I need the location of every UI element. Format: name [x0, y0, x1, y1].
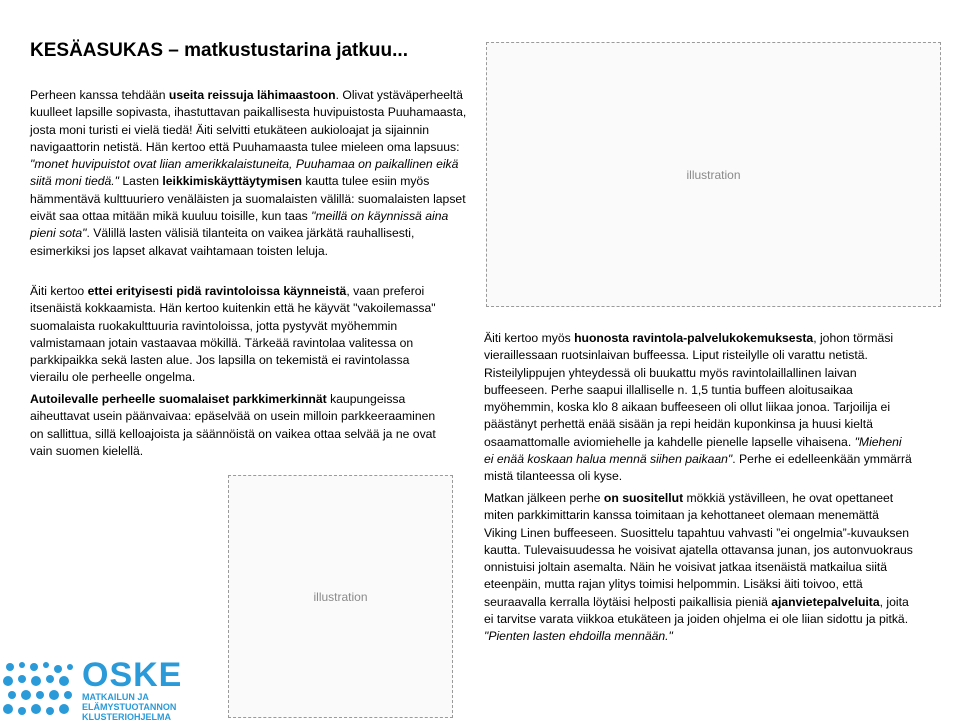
- text: Äiti kertoo: [30, 284, 88, 298]
- text: . Perhe ei edelleenkään ymmärrä mistä tilanteessa oli kyse.: [484, 452, 912, 484]
- logo-text: [82, 658, 182, 722]
- restaurant-illustration: [228, 475, 453, 718]
- logo-line: ELÄMYSTUOTANNON: [82, 702, 177, 712]
- bold-text: leikkimiskäyttäytymisen: [162, 174, 302, 189]
- paragraph-parkkimerkinnat: [30, 391, 450, 460]
- bold-text: on suositellut: [603, 491, 684, 505]
- text: Perheen kanssa tehdään: [30, 88, 169, 102]
- text: Lasten: [119, 174, 163, 189]
- text: kautta tulee esiin myös hämmentävä kulttuuriero venäläisten ja suomalaisten välillä: suomalaisten lapset eivät saa ottaa mitään mikä kuuluu toisille, kun taas: [30, 174, 466, 224]
- text: Äiti kertoo myös: [484, 331, 575, 345]
- italic-quote: "meillä on käynnissä aina pieni sota": [30, 209, 449, 241]
- logo-name: OSKE: [82, 656, 183, 694]
- text: , joita ei tarvitse varata viikkoa etukäteen ja joiden ohjelma ei ole liian sidottu ja pitkä.: [484, 594, 909, 627]
- parking-illustration: [486, 42, 941, 307]
- text: kaupungeissa aiheuttavat usein päänvaivaa: epäselvää on usein milloin parkkeeraaminen on sallittua, sillä kelloajoista ja säännöistä on vaikea ottaa selvää ja ne ovat vain suomen kielellä.: [30, 392, 436, 458]
- bold-text: ajanvietepalveluita: [771, 594, 880, 609]
- text: mökkiä ystävilleen, he ovat opettaneet miten parkkimittarin kanssa toimitaan ja kehottaneet olemaan menemättä Viking Linen buffeeseen. Suosittelu tapahtuu vahvasti ”ei ongelmia”-kuvauksen kautta. Tulevaisuudessa he voisivat ajatella ottavansa junan, jos autonvuokraus onnistuisi joltain asemalta. Näin he voisivat jatkaa itsenäistä matkailua siitä eteenpäin, mutta rajan ylitys toimisi helpommin. Lisäksi äiti toivoo, että seuraavalla kerralla löytäisi helposti paikallisia pieniä: [484, 491, 913, 609]
- bold-text: Autoilevalle perheelle suomalaiset parkkimerkinnät: [30, 392, 327, 406]
- text: , vaan preferoi itsenäistä kokkaamista. Hän kertoo kuitenkin että he käyvät "vakoilemassa" suomalaista ruokakulttuuria ravintoloissa, jotta pystyvät myöhemmin valmistamaan jotain vastaavaa mökillä. Tärkeää ravintolaa valitessa on parkkipaikka sekä lasten alue. Jos lapsilla on tekemistä ei ravintolassa vierailu ole perheelle ongelma.: [30, 284, 436, 385]
- paragraph-huvipuisto: [30, 87, 470, 260]
- paragraph-ravintolat: [30, 283, 450, 387]
- logo-line: KLUSTERIOHJELMA: [82, 712, 172, 722]
- text: . Olivat ystäväperheeltä kuulleet lapsille sopivasta, ihastuttavan paikallisesta huvipuistosta Puuhamaasta, josta moni turisti ei vielä tiedä! Äiti selvitti etukäteen aukioloajat ja sijainnin navigaattorin netistä. Hän kertoo että Puuhamaasta tulee mieleen oma lapsuus:: [30, 88, 467, 154]
- italic-quote: "monet huvipuistot ovat liian amerikkalaistuneita, Puuhamaa on paikallinen eikä siitä moni tiedä.": [30, 157, 459, 189]
- paragraph-suosittelu: [484, 490, 914, 646]
- text: Matkan jälkeen perhe: [484, 491, 604, 505]
- logo-line: MATKAILUN JA: [82, 692, 149, 702]
- page-title: KESÄASUKAS – matkustustarina jatkuu...: [30, 40, 408, 61]
- italic-quote: "Mieheni ei enää koskaan halua mennä siihen paikaan": [484, 434, 902, 467]
- text: , johon törmäsi vieraillessaan ruotsinlaivan buffeessa. Liput risteilylle oli varattu netistä. Risteilylippujen yhteydessä oli buukattu myös ravintolaillallinen laivan buffeeseen. Perhe saapui illalliselle n. 1,5 tuntia buffeen aloitusaikaa myöhemmin, koska klo 8 aikaan buffeeseen oli ollut liikaa jonoa. Tarjoilija ei päästänyt perhettä enää sisään ja repi heidän kuponkinsa ja huusi kieltä osaamattomalle aviomiehelle ja kahdelle pienelle lapselle vihaisena.: [484, 331, 894, 449]
- bold-text: huonosta ravintola-palvelukokemuksesta: [574, 331, 814, 345]
- illustration-label: illustration: [313, 589, 368, 604]
- italic-quote: "Pienten lasten ehdoilla mennään.": [484, 629, 673, 644]
- bold-text: ettei erityisesti pidä ravintoloissa käynneistä: [87, 284, 347, 298]
- text: . Välillä lasten välisiä tilanteita on vaikea järkätä rauhallisesti, esimerkiksi jos lapset alkavat vaihtamaan toisten leluja.: [30, 226, 415, 258]
- paragraph-buffee: [484, 330, 914, 486]
- bold-text: useita reissuja lähimaastoon: [168, 88, 336, 102]
- illustration-label: illustration: [686, 167, 741, 182]
